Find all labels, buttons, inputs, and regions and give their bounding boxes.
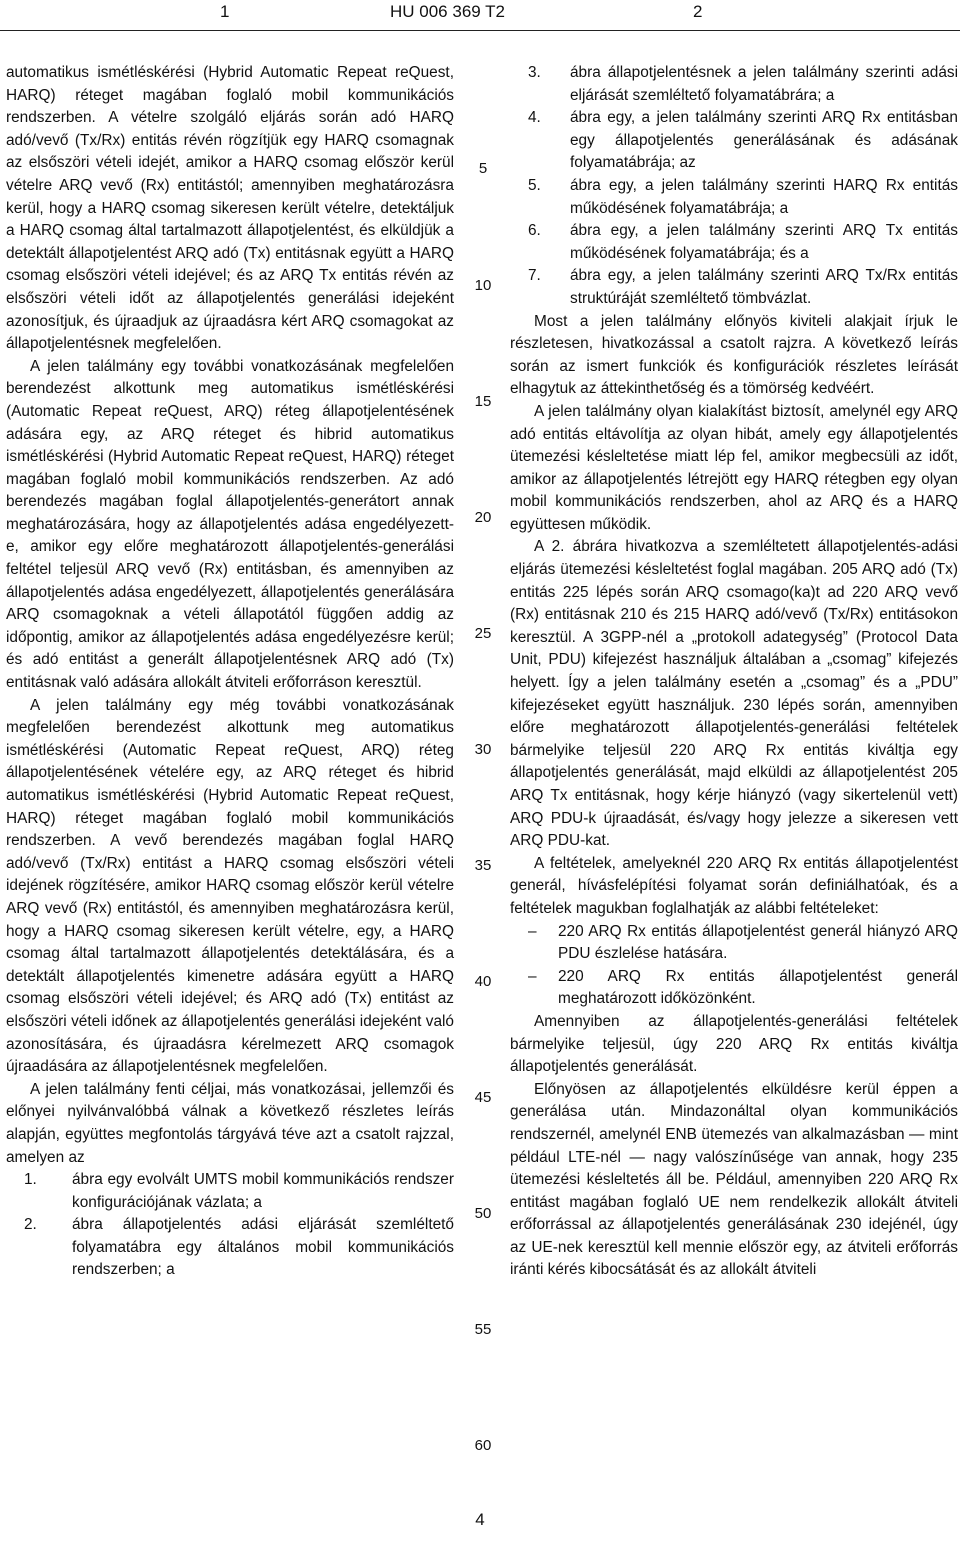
figure-list-item (6, 1169, 454, 1214)
figure-list-number: 2. (24, 1216, 37, 1234)
dash-bullet: – (528, 922, 537, 940)
document-number: HU 006 369 T2 (390, 2, 505, 21)
line-number: 5 (478, 160, 488, 177)
left-page-number: 1 (220, 2, 230, 21)
right-paragraph-6: Előnyösen az állapotjelentés elküldésre kerül éppen a generálása után. Mindazonáltal olyan kommunikációs rendszernél, amelynél ENB ütemezés van alkalmazásban — mint például LTE-nél — nagy valószínűsége van annak, hogy 235 ütemezési késleltetés áll be. Például, amennyiben 220 ARQ Rx entitást magában foglaló UE nem rendelkezik allokált átviteli erőforrással az állapotjelentés generálásának 230 idejénél, úgy az UE-nek keresztül kell mennie először egy, az átviteli erőforrás iránti kérés kibocsátását és az allokált átviteli (510, 1080, 958, 1279)
line-number: 30 (474, 741, 492, 758)
condition-text: 220 ARQ Rx entitás állapotjelentést generál hiányzó ARQ PDU észlelése hatására. (558, 922, 958, 963)
left-paragraph-4: A jelen találmány fenti céljai, más vonatkozásai, jellemzői és előnyei nyilvánvalóbbá válnak a következő részletes leírás alapján, együttes megfontolás tárgyává téve azt a csatolt rajzzal, amelyen az (6, 1080, 454, 1166)
figure-list-item (510, 107, 958, 175)
line-number: 25 (474, 625, 492, 642)
right-page-number: 2 (693, 2, 703, 21)
left-paragraph-1: automatikus ismétléskérési (Hybrid Automatic Repeat reQuest, HARQ) réteget magában foglaló mobil kommunikációs rendszerben. A vételre szolgáló eljárás során adó HARQ adó/vevő (Tx/Rx) entitás révén rögzítjük egy HARQ csomagnak az elsőszöri vételi idejét, amikor a HARQ csomag először kerül vételre ARQ vevő (Rx) entitástól; amennyiben meghatározásra kerül, hogy a HARQ csomag sikeresen került vételre, detektáljuk a HARQ csomag által tartalmazott állapotjelentést, és elküldjük a detektált állapotjelentést ARQ adó (Tx) entitásnak együtt a HARQ csomag elsőszöri vételi idejével; és az ARQ Tx entitás révén az elsőszöri vételi időt az állapotjelentés generálási idejeként azonosítjuk, és újraadjuk az újraadásra kért ARQ csomagokat az állapotjelentésnek megfelelően. (6, 64, 454, 353)
figure-list-text: ábra egy, a jelen találmány szerinti ARQ Tx entitás működésének folyamatábrája; és a (570, 222, 958, 262)
line-number: 20 (474, 509, 492, 526)
left-paragraph-3: A jelen találmány egy még további vonatkozásának megfelelően berendezést alkottunk meg automatikus ismétléskérési (Automatic Repeat reQuest, ARQ) réteg állapotjelentésének vételére egy, az ARQ réteget és hibrid automatikus ismétléskérési (Hybrid Automatic Repeat reQuest, HARQ) réteget magában foglaló mobil kommunikációs rendszerben. A vevő berendezés magában foglal HARQ adó/vevő (Tx/Rx) entitást a HARQ csomag elsőszöri vételi idejének rögzítésére, amikor HARQ csomag először kerül vételre ARQ vevő (Rx) entitástól, és amennyiben meghatározásra kerül, hogy a HARQ csomag sikeresen került vételre, egy, a HARQ csomag által tartalmazott állapotjelentés detektálására, és a detektált állapotjelentés kimenetre adására együtt a HARQ csomag elsőszöri vételi idejével; és ARQ adó (Tx) entitást az elsőszöri vételi időnek az állapotjelentés generálási idejeként való azonosítására, és újraadásra kérelmezett ARQ csomagok újraadására az állapotjelentésnek megfelelően. (6, 696, 454, 1076)
line-number: 40 (474, 973, 492, 990)
figure-list-number: 6. (528, 222, 541, 240)
right-paragraph-4: A feltételek, amelyeknél 220 ARQ Rx entitás állapotjelentést generál, hívásfelépítési folyamat során definiálhatóak, és a feltételek magukban foglalhatják az alábbi feltételeket: (510, 854, 958, 917)
right-paragraph-1: Most a jelen találmány előnyös kiviteli alakjait írjuk le részletesen, hivatkozással a csatolt rajzra. A következő leírás során az ismert funkciók és konfigurációk részletes leírását elhagytuk az áttekinthetőség és a tömörség kedvéért. (510, 312, 958, 398)
left-column (6, 62, 454, 1282)
figure-list-item (510, 62, 958, 107)
figure-list-text: ábra állapotjelentésnek a jelen találmány szerinti adási eljárását szemléltető folyamatábrára; a (570, 64, 958, 104)
figure-list-item (510, 175, 958, 220)
figure-list-text: ábra egy, a jelen találmány szerinti HARQ Rx entitás működésének folyamatábrája; a (570, 176, 958, 217)
condition-list-item (510, 921, 958, 966)
figure-list-number: 5. (528, 176, 541, 194)
left-paragraph-2: A jelen találmány egy további vonatkozásának megfelelően berendezést alkottunk meg automatikus ismétléskérési (Automatic Repeat reQuest, ARQ) réteg állapotjelentésének adására egy, az ARQ réteget és hibrid automatikus ismétléskérési (Hybrid Automatic Repeat reQuest, HARQ) réteget magában foglaló mobil kommunikációs rendszerben. Az adó berendezés magában foglal állapotjelentés-generátort annak meghatározására, hogy az állapotjelentés adása engedélyezett-e, amikor egy előre meghatározott állapotjelentés-generálási feltétel teljesül ARQ vevő (Rx) entitásban, és amennyiben az állapotjelentés adása engedélyezett, állapotjelentés generálására ARQ csomagoknak a vételi állapotától függően addig az időpontig, amikor az állapotjelentés adása engedélyezésre kerül; és adó entitást a generált állapotjelentésnek ARQ adó (Tx) entitásnak való adására allokált átviteli erőforráson keresztül. (6, 357, 454, 692)
figure-list-text: ábra állapotjelentés adási eljárását szemléltető folyamatábra egy általános mobil kommunikációs rendszerben; a (72, 1216, 454, 1279)
figure-list-item (510, 220, 958, 265)
line-number: 15 (474, 393, 492, 410)
line-number: 60 (474, 1437, 492, 1454)
page-footer-number: 4 (475, 1510, 485, 1529)
line-number: 55 (474, 1321, 492, 1338)
condition-text: 220 ARQ Rx entitás állapotjelentést generál meghatározott időközönként. (558, 967, 958, 1008)
figure-list-text: ábra egy, a jelen találmány szerinti ARQ Rx entitásban egy állapotjelentés generálásának és adásának folyamatábrája; az (570, 109, 958, 172)
condition-list-item (510, 966, 958, 1011)
figure-list-item (6, 1214, 454, 1282)
figure-list-number: 7. (528, 267, 541, 285)
figure-list-text: ábra egy, a jelen találmány szerinti ARQ Tx/Rx entitás struktúráját szemléltető tömbvázlat. (570, 267, 958, 307)
line-number: 35 (474, 857, 492, 874)
right-paragraph-5: Amennyiben az állapotjelentés-generálási feltételek bármelyike teljesül, úgy 220 ARQ Rx entitás kiváltja állapotjelentés generálását. (510, 1012, 958, 1076)
line-number: 45 (474, 1089, 492, 1106)
right-paragraph-2: A jelen találmány olyan kialakítást biztosít, amelynél egy ARQ adó entitás eltávolítja az olyan hibát, amely egy állapotjelentés ütemezési késleltetése miatt lép fel, amikor megbecsüli az időt, amikor az állapotjelentés létrejött egy HARQ rétegben egy olyan mobil kommunikációs rendszerben, ahol az ARQ és a HARQ együttesen működik. (510, 402, 958, 533)
figure-list-number: 3. (528, 64, 541, 81)
dash-bullet: – (528, 967, 537, 985)
figure-list-number: 1. (24, 1171, 37, 1189)
figure-list-item (510, 265, 958, 310)
line-number: 50 (474, 1205, 492, 1222)
right-column (510, 62, 958, 1282)
right-paragraph-3: A 2. ábrára hivatkozva a szemléltetett állapotjelentés-adási eljárás ütemezési késleltetést foglal magában. 205 ARQ adó (Tx) entitás 225 lépés során ARQ csomago(ka)t ad 220 ARQ vevő (Rx) entitásnak 210 és 215 HARQ adó/vevő (Tx/Rx) entitásokon keresztül. A 3GPP-nél a „protokoll adategység” (Protocol Data Unit, PDU) kifejezést használjuk általában a „csomag” kifejezés helyett. Így a jelen találmány esetén a „csomag” és a „PDU” kifejezéseket együtt használjuk. 230 lépés során, amennyiben előre meghatározott állapotjelentés-generálási feltételek bármelyike teljesül 220 ARQ Rx entitás kiváltja egy állapotjelentés generálását, majd elküldi az állapotjelentést 205 ARQ Tx entitásnak, hogy kérje hiányzó (vagy sikertelenül vett) ARQ PDU-k újraadását, és/vagy hogy jelezze a sikeresen vett ARQ PDU-kat. (510, 538, 958, 850)
line-number: 10 (474, 277, 492, 294)
line-number-gutter (460, 0, 506, 1541)
figure-list-text: ábra egy evolvált UMTS mobil kommunikációs rendszer konfigurációjának vázlata; a (72, 1171, 454, 1211)
figure-list-number: 4. (528, 109, 541, 127)
